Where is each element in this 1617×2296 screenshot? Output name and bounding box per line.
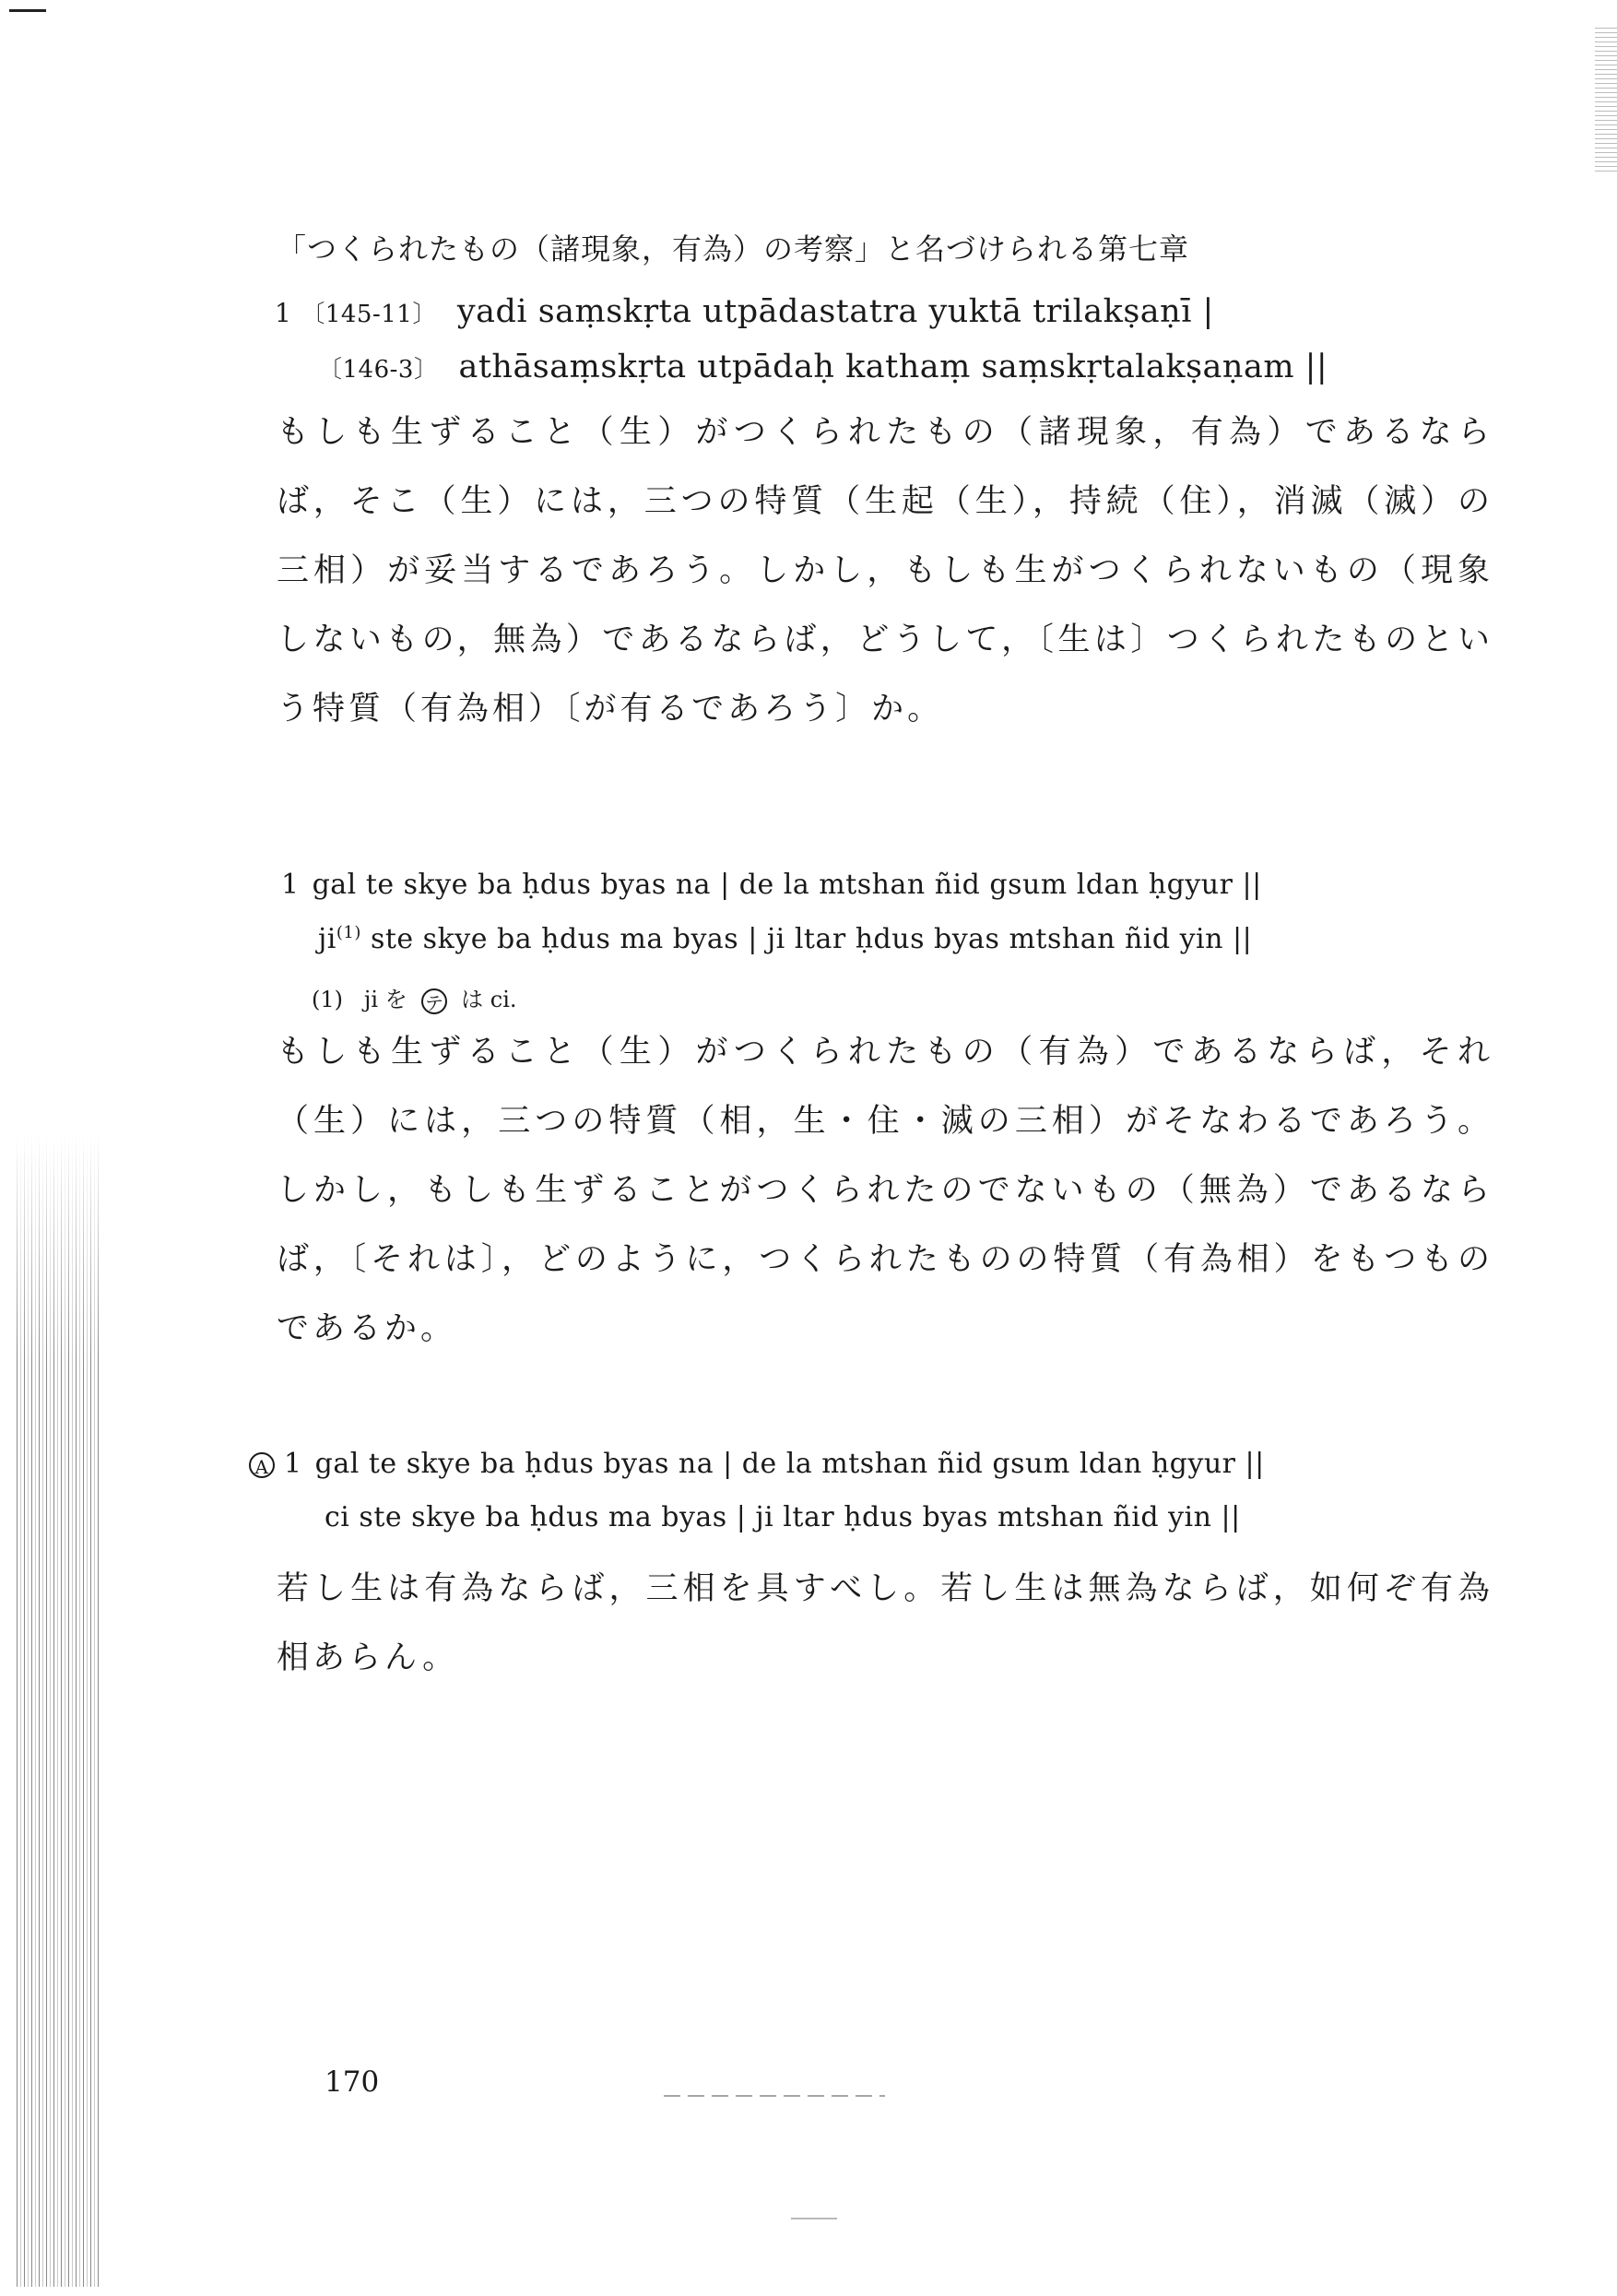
tibetan-text: gal te skye ba ḥdus byas na | de la mtshan ñid gsum ldan ḥgyur ||: [312, 869, 1262, 901]
verse-reference: 〔145-11〕: [301, 301, 437, 328]
scan-faint-line: [664, 2095, 885, 2097]
tibetan-alt-line-1: [249, 1448, 1265, 1480]
page-number: 170: [325, 2065, 380, 2099]
tibetan-text: gal te skye ba ḥdus byas na | de la mtshan ñid gsum ldan ḥgyur ||: [314, 1448, 1265, 1480]
japanese-translation-sanskrit: もしも生ずること（生）がつくられたもの（諸現象，有為）であるならば，そこ（生）には，三つの特質（生起（生），持続（住），消滅（滅）の三相）が妥当するであろう。しかし，もしも生がつくられないもの（現象しないもの，無為）であるならば，どうして，〔生は〕つくられたものという特質（有為相）〔が有るであろう〕か。: [277, 414, 1493, 728]
japanese-translation-tibetan: もしも生ずること（生）がつくられたもの（有為）であるならば，それ（生）には，三つの特質（相，生・住・滅の三相）がそなわるであろう。しかし，もしも生ずることがつくられたのでないもの（無為）であるならば，〔それは〕，どのように，つくられたものの特質（有為相）をもつものであるか。: [277, 1034, 1493, 1347]
tibetan-line-2: [318, 923, 1252, 955]
verse-number: 1: [284, 1448, 302, 1480]
circled-a-mark: A: [249, 1452, 275, 1478]
sanskrit-line-2: [318, 349, 1328, 385]
classical-translation: 若し生は有為ならば，三相を具すべし。若し生は無為ならば，如何ぞ有為相あらん。: [277, 1570, 1493, 1676]
footnote: [312, 981, 517, 1014]
scan-edge-artifact-left: [17, 1134, 100, 2287]
sanskrit-line-1: [275, 293, 1214, 330]
footnote-marker: (1): [336, 923, 361, 942]
verse-reference: 〔146-3〕: [318, 356, 439, 384]
tibetan-text: ste skye ba ḥdus ma byas | ji ltar ḥdus byas mtshan ñid yin ||: [360, 923, 1253, 955]
sanskrit-text: athāsaṃskṛta utpādaḥ kathaṃ saṃskṛtalakṣaṇam ||: [458, 349, 1328, 385]
sanskrit-text: yadi saṃskṛta utpādastatra yuktā trilakṣaṇī |: [456, 293, 1214, 330]
scan-corner-mark: [9, 9, 46, 12]
footnote-text: ji を: [363, 987, 407, 1012]
scan-edge-artifact-right: [1595, 28, 1617, 175]
tibetan-line-1: [281, 869, 1262, 901]
footnote-text: は ci.: [461, 987, 517, 1012]
tibetan-word: ji: [318, 923, 336, 955]
tibetan-alt-line-2: [325, 1501, 1241, 1533]
footnote-label: (1): [312, 987, 343, 1012]
verse-number: 1: [275, 298, 292, 328]
tibetan-text: ci ste skye ba ḥdus ma byas | ji ltar ḥdus byas mtshan ñid yin ||: [325, 1501, 1241, 1533]
chapter-heading: 「つくられたもの（諸現象，有為）の考察」と名づけられる第七章: [277, 231, 1190, 266]
verse-number: 1: [281, 869, 300, 901]
scan-faint-mark: [791, 2218, 837, 2219]
circled-edition-mark: テ: [421, 988, 447, 1014]
